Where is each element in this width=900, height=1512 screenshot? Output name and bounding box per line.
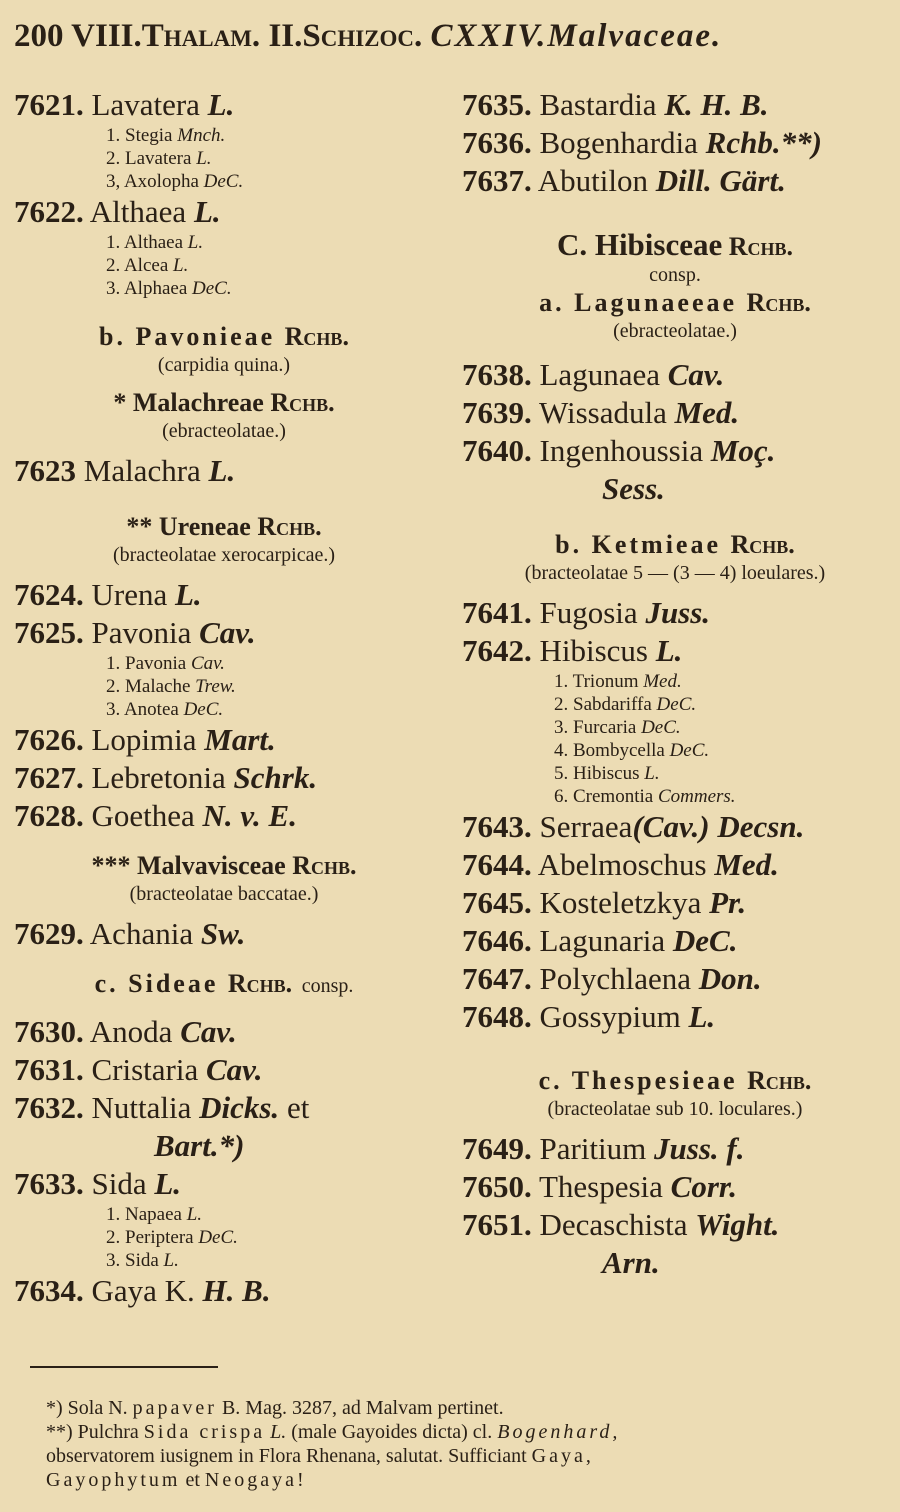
subgenus-entry: 3. Furcaria DeC. — [554, 717, 681, 738]
subgenus-entry: 3. Anotea DeC. — [106, 699, 224, 720]
genus-entry: 7647. Polychlaena Don. — [462, 961, 762, 996]
header-family: CXXIV.Malvaceae. — [430, 18, 723, 54]
genus-entry: 7650. Thespesia Corr. — [462, 1169, 738, 1204]
header-order: II.Schizoc. — [268, 18, 423, 54]
genus-entry: 7643. Serraea(Cav.) Decsn. — [462, 809, 805, 844]
subgenus-entry: 2. Malache Trew. — [106, 676, 236, 697]
subgenus-entry: 5. Hibiscus L. — [554, 763, 660, 784]
genus-entry: 7633. Sida L. — [14, 1166, 182, 1201]
genus-entry: 7649. Paritium Juss. f. — [462, 1131, 745, 1166]
subgenus-entry: 1. Stegia Mnch. — [106, 125, 226, 146]
genus-entry-continued: Arn. — [602, 1245, 660, 1280]
subgenus-entry: 1. Althaea L. — [106, 232, 204, 253]
genus-entry: 7630. Anoda Cav. — [14, 1014, 237, 1049]
tribe-heading: C. Hibisceae Rchb. consp. — [556, 227, 794, 286]
genus-entry: 7629. Achania Sw. — [14, 916, 246, 951]
footnote-2: **) Pulchra Sida crispa L. (male Gayoides dicta) cl. Bogenhard, — [46, 1421, 621, 1443]
genus-entry: 7639. Wissadula Med. — [462, 395, 740, 430]
genus-entry: 7645. Kosteletzkya Pr. — [462, 885, 747, 920]
genus-entry: 7634. Gaya K. H. B. — [14, 1273, 271, 1308]
genus-entry: 7648. Gossypium L. — [462, 999, 716, 1034]
genus-entry: 7642. Hibiscus L. — [462, 633, 683, 668]
footnote-1: *) Sola N. papaver B. Mag. 3287, ad Malvam pertinet. — [46, 1397, 504, 1419]
left-column — [14, 86, 434, 1310]
subtribe-heading: c. Thespesieae Rchb. (bracteolatae sub 10. loculares.) — [538, 1066, 812, 1120]
page-number: 200 — [14, 18, 64, 54]
subtribe-heading: ** Ureneae Rchb. (bracteolatae xerocarpicae.) — [112, 512, 336, 566]
subtribe-heading: a. Lagunaeeae Rchb. (ebracteolatae.) — [539, 288, 811, 342]
subgenus-entry: 2. Lavatera L. — [106, 148, 212, 169]
footnote-2-line-3: Gayophytum et Neogaya! — [46, 1469, 307, 1491]
footnote-2-line-2: observatorem iusignem in Flora Rhenana, salutat. Sufficiant Gaya, — [46, 1445, 594, 1467]
genus-entry: 7636. Bogenhardia Rchb.**) — [462, 125, 822, 160]
subgenus-entry: 6. Cremontia Commers. — [554, 786, 736, 807]
genus-entry: 7622. Althaea L. — [14, 194, 221, 229]
genus-entry: 7628. Goethea N. v. E. — [14, 798, 297, 833]
genus-entry-continued: Sess. — [602, 471, 665, 506]
genus-entry: 7638. Lagunaea Cav. — [462, 357, 725, 392]
subtribe-heading: *** Malvavisceae Rchb. (bracteolatae baccatae.) — [91, 851, 357, 905]
subgenus-entry: 3. Alphaea DeC. — [106, 278, 232, 299]
genus-entry-continued: Bart.*) — [154, 1128, 245, 1163]
genus-entry: 7635. Bastardia K. H. B. — [462, 87, 769, 122]
footnote-rule — [30, 1366, 218, 1368]
genus-entry: 7627. Lebretonia Schrk. — [14, 760, 318, 795]
subgenus-entry: 3. Sida L. — [106, 1250, 179, 1271]
right-column — [462, 86, 888, 1282]
genus-entry: 7623 Malachra L. — [14, 453, 236, 488]
genus-entry: 7625. Pavonia Cav. — [14, 615, 256, 650]
page-header — [14, 18, 886, 68]
subgenus-entry: 2. Alcea L. — [106, 255, 189, 276]
tribe-heading: c. Sideae Rchb. consp. — [94, 969, 354, 998]
subgenus-entry: 1. Pavonia Cav. — [106, 653, 225, 674]
genus-entry: 7637. Abutilon Dill. Gärt. — [462, 163, 786, 198]
subgenus-entry: 3, Axolopha DeC. — [106, 171, 244, 192]
subgenus-entry: 4. Bombycella DeC. — [554, 740, 710, 761]
genus-entry: 7621. Lavatera L. — [14, 87, 235, 122]
genus-entry: 7626. Lopimia Mart. — [14, 722, 276, 757]
subgenus-entry: 2. Sabdariffa DeC. — [554, 694, 697, 715]
genus-entry: 7646. Lagunaria DeC. — [462, 923, 738, 958]
header-subclass: Thalam. — [141, 18, 261, 54]
genus-entry: 7644. Abelmoschus Med. — [462, 847, 779, 882]
subgenus-entry: 1. Trionum Med. — [554, 671, 682, 692]
genus-entry: 7651. Decaschista Wight. — [462, 1207, 780, 1242]
footnotes — [46, 1396, 896, 1492]
genus-entry: 7641. Fugosia Juss. — [462, 595, 711, 630]
subgenus-entry: 1. Napaea L. — [106, 1204, 203, 1225]
genus-entry: 7624. Urena L. — [14, 577, 202, 612]
subtribe-heading: b. Ketmieae Rchb. (bracteolatae 5 — (3 — 4) loeulares.) — [524, 530, 826, 584]
genus-entry: 7632. Nuttalia Dicks. et — [14, 1090, 310, 1125]
genus-entry: 7631. Cristaria Cav. — [14, 1052, 263, 1087]
header-class: VIII. — [71, 18, 142, 54]
subgenus-entry: 2. Periptera DeC. — [106, 1227, 238, 1248]
genus-entry: 7640. Ingenhoussia Moç. — [462, 433, 776, 468]
subtribe-heading: * Malachreae Rchb. (ebracteolatae.) — [113, 388, 335, 442]
tribe-heading: b. Pavonieae Rchb. (carpidia quina.) — [99, 322, 349, 376]
